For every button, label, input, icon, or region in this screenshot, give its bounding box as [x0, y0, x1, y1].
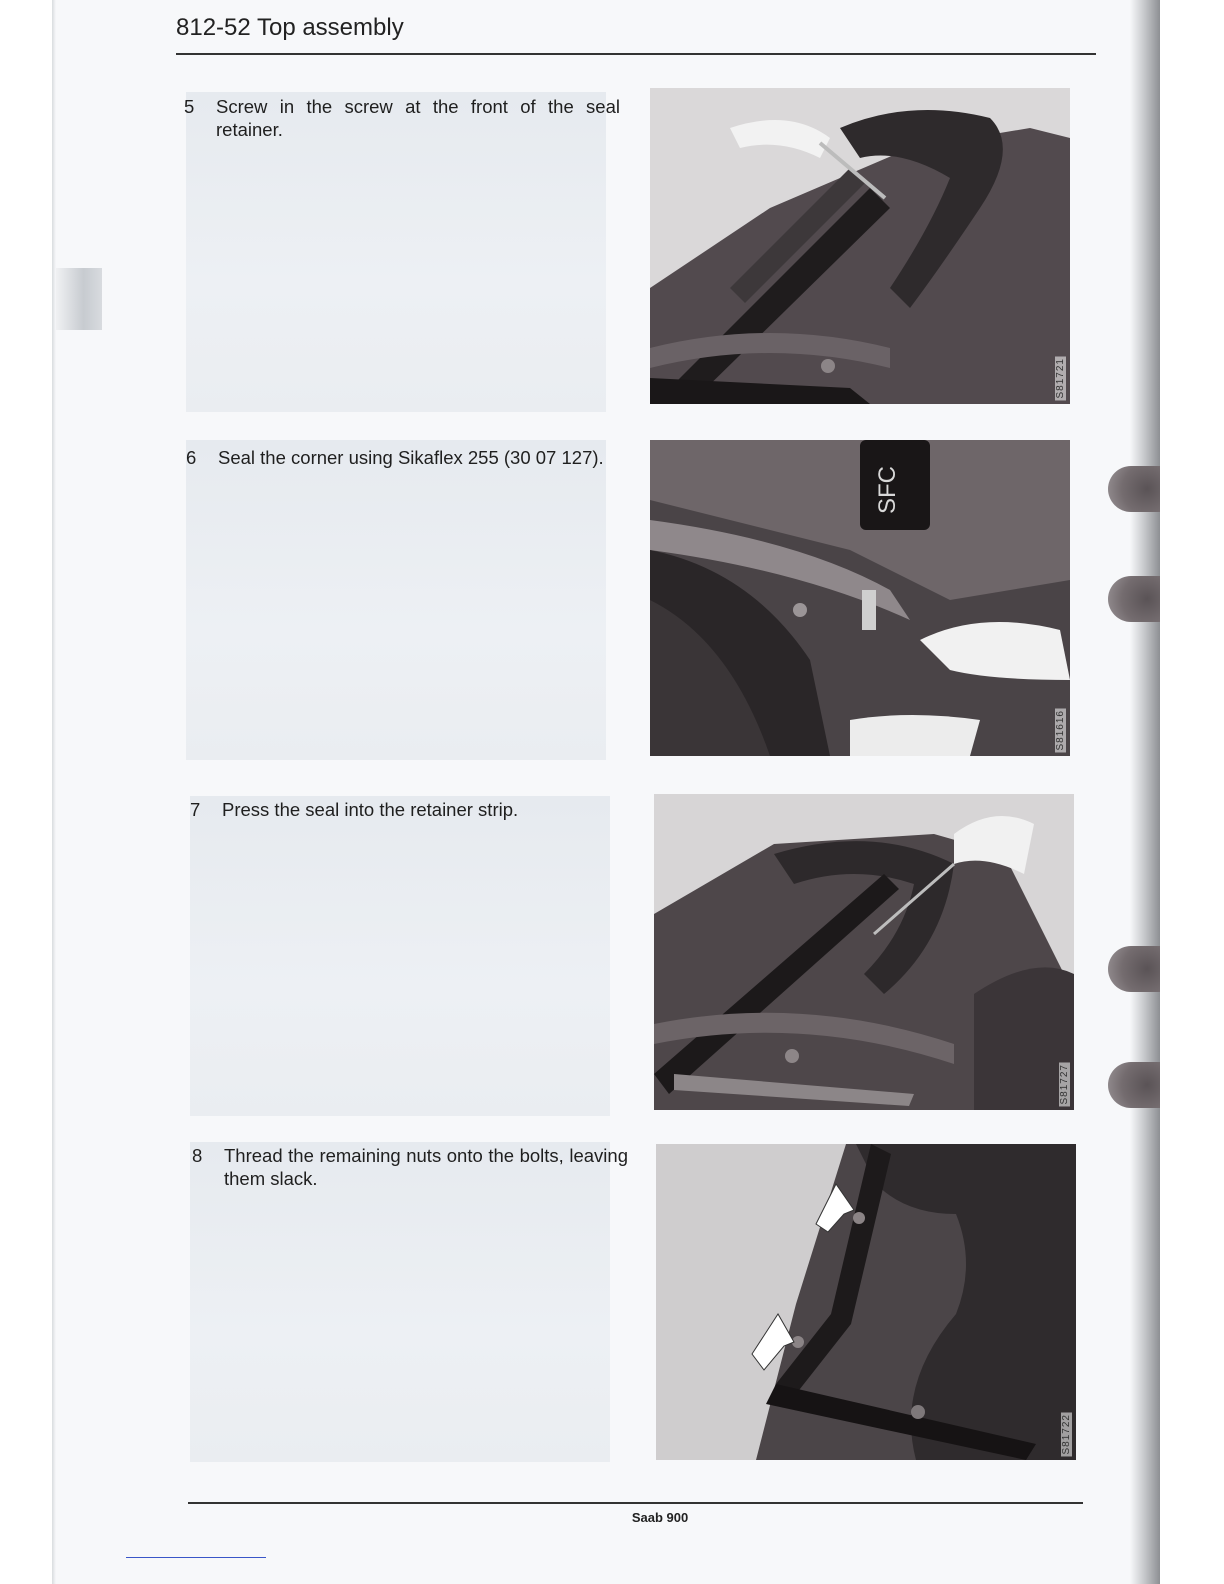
binder-hole	[1108, 946, 1160, 992]
step-5-photo	[650, 88, 1070, 404]
step-8-photo	[656, 1144, 1076, 1460]
figure-code: S81722	[1061, 1413, 1072, 1454]
sealant-corner-illustration	[650, 440, 1070, 756]
scan-artifact-line	[126, 1557, 266, 1558]
step-number: 8	[192, 1145, 203, 1166]
footer-divider	[188, 1502, 1083, 1504]
step-5	[184, 95, 620, 141]
step-number: 5	[184, 96, 195, 117]
figure-code: S81727	[1059, 1063, 1070, 1104]
figure-code: S81721	[1055, 357, 1066, 398]
binder-tab	[56, 268, 102, 330]
binder-hole	[1108, 466, 1160, 512]
step-instruction: Thread the remaining nuts onto the bolts, leaving them slack.	[224, 1145, 628, 1189]
step-number: 7	[190, 799, 201, 820]
nuts-on-bolts-illustration	[656, 1144, 1076, 1460]
page-title: 812-52 Top assembly	[176, 14, 404, 41]
step-instruction: Seal the corner using Sikaflex 255 (30 07 127).	[218, 447, 604, 468]
bleed-through-area	[190, 1142, 610, 1462]
bleed-through-area	[190, 796, 610, 1116]
binder-hole	[1108, 1062, 1160, 1108]
footer-label: Saab 900	[631, 1510, 689, 1525]
page-spine-shadow	[1130, 0, 1160, 1584]
bleed-through-area	[186, 440, 606, 760]
seal-retainer-screw-illustration	[650, 88, 1070, 404]
step-number: 6	[186, 447, 197, 468]
step-8	[192, 1144, 628, 1190]
figure-code: S81616	[1055, 709, 1066, 750]
step-7	[190, 798, 626, 821]
binder-hole	[1108, 576, 1160, 622]
page-left-edge	[52, 0, 56, 1584]
step-instruction: Screw in the screw at the front of the seal retainer.	[216, 96, 620, 140]
step-6-photo	[650, 440, 1070, 756]
step-6	[186, 446, 622, 469]
step-7-photo	[654, 794, 1074, 1110]
step-instruction: Press the seal into the retainer strip.	[222, 799, 519, 820]
header-divider	[176, 53, 1096, 55]
svg-text:SFC: SFC	[874, 466, 901, 514]
seal-retainer-strip-illustration	[654, 794, 1074, 1110]
